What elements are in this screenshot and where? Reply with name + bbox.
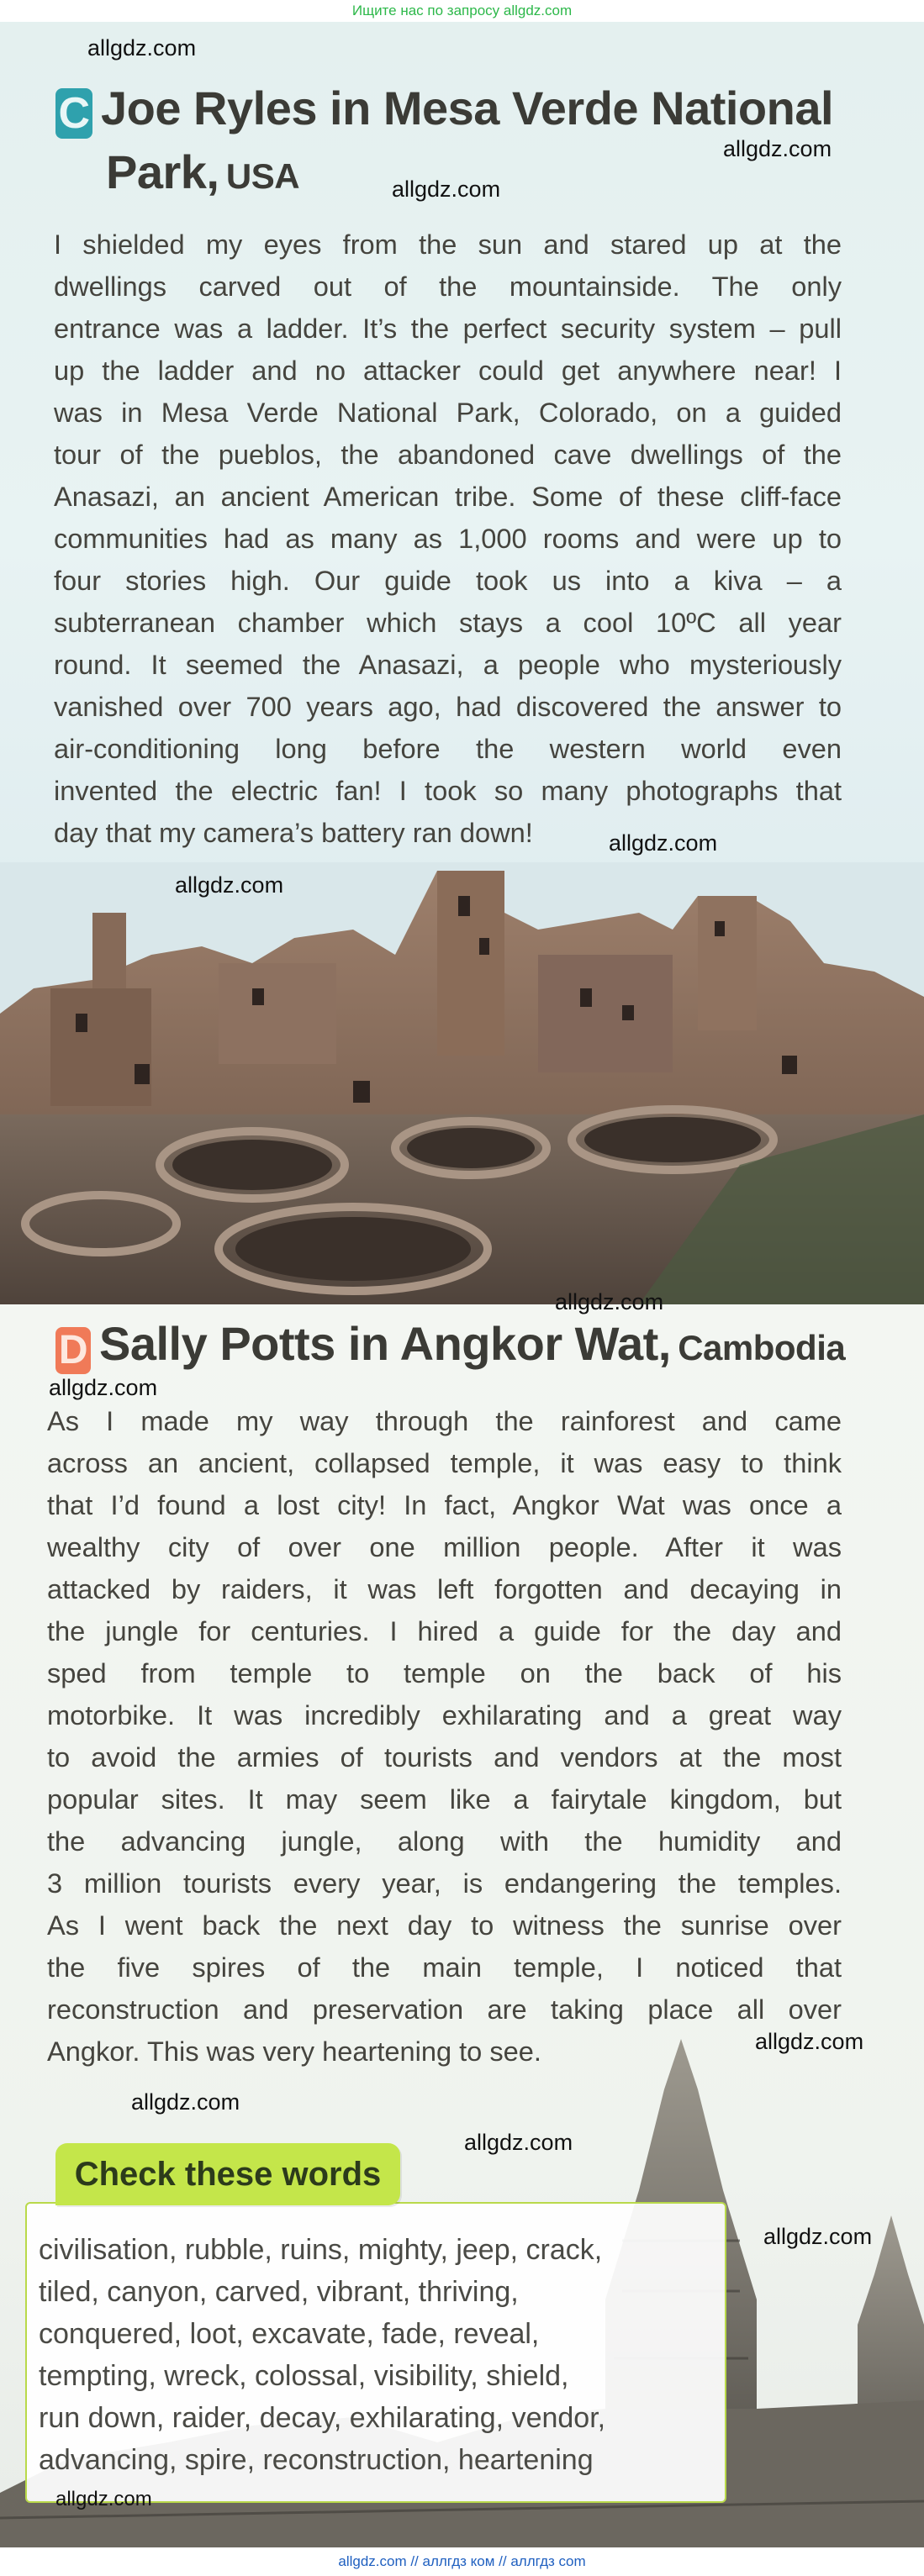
text-line: I shielded my eyes from the sun and stared up at the bbox=[54, 229, 842, 260]
section-d-paragraph bbox=[47, 1400, 842, 2073]
text-line: attacked by raiders, it was left forgotten and decaying in bbox=[47, 1573, 842, 1604]
text-line: subterranean chamber which stays a cool 10ºC all year bbox=[54, 607, 842, 638]
watermark: allgdz.com bbox=[755, 2029, 864, 2054]
text-line: communities had as many as 1,000 rooms and were up to bbox=[54, 523, 842, 554]
text-line: the advancing jungle, along with the humidity and bbox=[47, 1825, 842, 1857]
watermark: allgdz.com bbox=[49, 1375, 158, 1400]
text-line: was in Mesa Verde National Park, Colorado, on a guided bbox=[54, 397, 842, 428]
word-line: civilisation, rubble, ruins, mighty, jeep, crack, bbox=[39, 2234, 603, 2266]
text-line: popular sites. It may seem like a fairytale kingdom, but bbox=[47, 1783, 842, 1815]
watermark: allgdz.com bbox=[392, 176, 501, 202]
text-line: up the ladder and no attacker could get anywhere near! I bbox=[54, 355, 842, 386]
section-c-letter-badge: C bbox=[55, 88, 92, 139]
watermark: allgdz.com bbox=[175, 872, 284, 898]
section-d-heading bbox=[55, 1316, 845, 1374]
text-line: Anasazi, an ancient American tribe. Some of these cliff-face bbox=[54, 481, 842, 512]
word-line: run down, raider, decay, exhilarating, vendor, bbox=[39, 2402, 606, 2434]
section-c-paragraph bbox=[54, 224, 842, 854]
text-line: invented the electric fan! I took so many photographs that bbox=[54, 775, 842, 806]
text-line: that I’d found a lost city! In fact, Angkor Wat was once a bbox=[47, 1489, 842, 1520]
watermark: allgdz.com bbox=[55, 2488, 152, 2510]
word-line: conquered, loot, excavate, fade, reveal, bbox=[39, 2318, 540, 2350]
text-line: the five spires of the main temple, I noticed that bbox=[47, 1952, 842, 1983]
section-d-title: Sally Potts in Angkor Wat, bbox=[99, 1317, 671, 1370]
text-line: tour of the pueblos, the abandoned cave dwellings of the bbox=[54, 439, 842, 470]
text-line: As I made my way through the rainforest and came bbox=[47, 1405, 842, 1436]
watermark: allgdz.com bbox=[763, 2224, 873, 2249]
text-line: to avoid the armies of tourists and vendors at the most bbox=[47, 1741, 842, 1773]
text-line: day that my camera’s battery ran down! bbox=[54, 817, 533, 848]
text-line: Angkor. This was very heartening to see. bbox=[47, 2036, 541, 2067]
text-line: dwellings carved out of the mountainside. The only bbox=[54, 271, 842, 302]
section-c-heading bbox=[55, 81, 833, 139]
text-line: the jungle for centuries. I hired a guide for the day and bbox=[47, 1615, 842, 1646]
text-line: entrance was a ladder. It’s the perfect security system – pull bbox=[54, 313, 842, 344]
check-words-list bbox=[39, 2229, 720, 2481]
bottom-banner[interactable]: allgdz.com // аллгдз ком // аллгдз com bbox=[0, 2547, 924, 2576]
text-line: motorbike. It was incredibly exhilarating and a great way bbox=[47, 1699, 842, 1731]
watermark: allgdz.com bbox=[723, 136, 832, 161]
word-line: tempting, wreck, colossal, visibility, shield, bbox=[39, 2360, 569, 2392]
section-c-title-line2: Park, bbox=[106, 145, 219, 198]
top-banner[interactable]: Ищите нас по запросу allgdz.com bbox=[351, 3, 573, 18]
watermark: allgdz.com bbox=[131, 2089, 240, 2115]
text-line: sped from temple to temple on the back of his bbox=[47, 1657, 842, 1688]
watermark: allgdz.com bbox=[87, 35, 197, 61]
textbook-page bbox=[0, 22, 924, 2547]
text-line: As I went back the next day to witness the sunrise over bbox=[47, 1910, 842, 1941]
cliff-dwelling-ruins-photo bbox=[0, 862, 924, 1304]
text-line: vanished over 700 years ago, had discovered the answer to bbox=[54, 691, 842, 722]
text-line: four stories high. Our guide took us into a kiva – a bbox=[54, 565, 842, 596]
text-line: round. It seemed the Anasazi, a people who mysteriously bbox=[54, 649, 842, 680]
section-c-place: USA bbox=[225, 156, 300, 196]
check-words-title: Check these words bbox=[55, 2143, 400, 2205]
section-c-title: Joe Ryles in Mesa Verde National bbox=[101, 82, 834, 134]
text-line: wealthy city of over one million people. After it was bbox=[47, 1531, 842, 1562]
section-d-place: Cambodia bbox=[678, 1328, 846, 1367]
word-line: advancing, spire, reconstruction, heartening bbox=[39, 2444, 594, 2476]
section-d-letter-badge: D bbox=[55, 1327, 91, 1374]
text-line: across an ancient, collapsed temple, it was easy to think bbox=[47, 1447, 842, 1478]
word-line: tiled, canyon, carved, vibrant, thriving, bbox=[39, 2276, 519, 2308]
section-c-heading-line2 bbox=[106, 145, 299, 199]
text-line: air-conditioning long before the western world even bbox=[54, 733, 842, 764]
text-line: reconstruction and preservation are taking place all over bbox=[47, 1994, 842, 2025]
watermark: allgdz.com bbox=[464, 2130, 573, 2155]
watermark: allgdz.com bbox=[555, 1289, 664, 1314]
watermark: allgdz.com bbox=[609, 830, 718, 856]
text-line: 3 million tourists every year, is endangering the temples. bbox=[47, 1867, 842, 1899]
